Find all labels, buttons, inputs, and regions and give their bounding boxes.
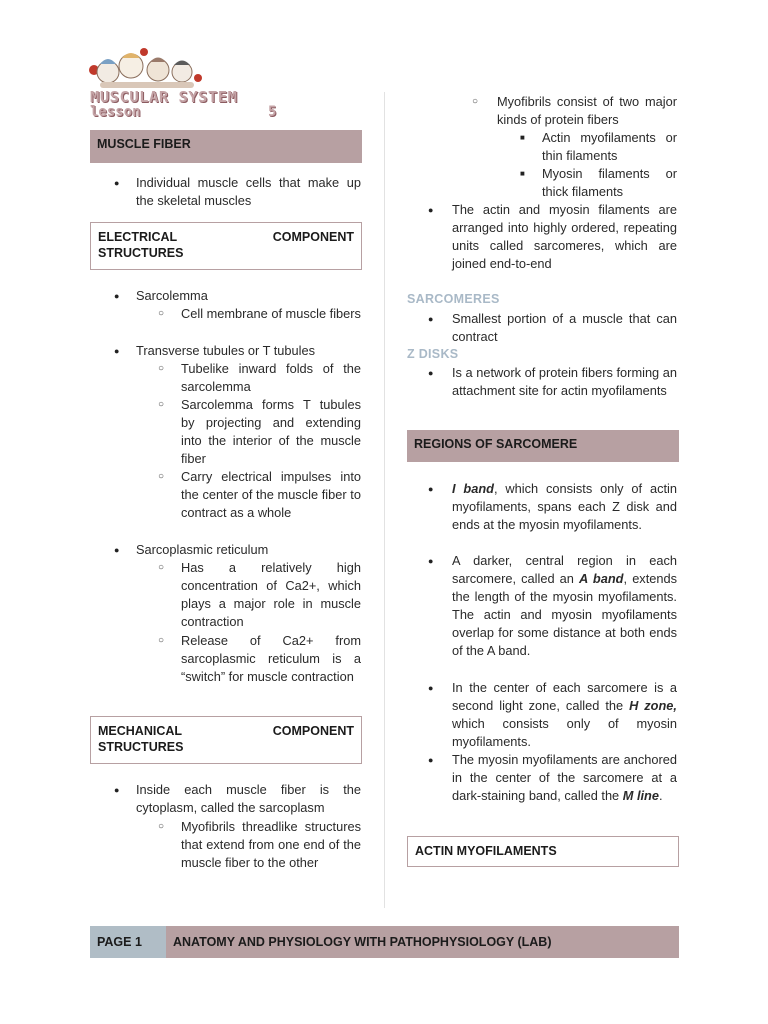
regions-of-sarcomere-heading: [407, 430, 679, 462]
term: H zone,: [629, 698, 677, 714]
muscle-fiber-definition: Individual muscle cells that make up the skeletal muscles: [136, 175, 361, 209]
heading-text: ACTIN MYOFILAMENTS: [415, 844, 557, 858]
bullet-icon: ●: [428, 755, 434, 765]
list-item: Sarcolemma forms T tubules by projecting and extending into the interior of the muscle fiber: [181, 397, 361, 467]
list-item: Myofibrils threadlike structures that extend from one end of the muscle fiber to the other: [181, 819, 361, 871]
m-line-item: [452, 751, 677, 805]
page-number: PAGE 1: [90, 926, 166, 958]
circle-bullet-icon: ○: [158, 363, 165, 374]
circle-bullet-icon: ○: [158, 635, 165, 646]
list-item: Carry electrical impulses into the center of the muscle fiber to contract as a whole: [181, 469, 361, 521]
list-item: Transverse tubules or T tubules: [136, 343, 316, 358]
bullet-icon: ●: [114, 346, 120, 356]
bullet-icon: ●: [428, 484, 434, 494]
list-item: Myosin filaments or thick filaments: [542, 166, 677, 200]
i-band-item: [452, 480, 677, 534]
heading-text: STRUCTURES: [98, 740, 184, 754]
term: M line: [622, 788, 659, 804]
list-item: Has a relatively high concentration of Ca2+, which plays a major role in muscle contraction: [181, 560, 361, 630]
lesson-label: lesson: [90, 104, 141, 120]
z-disks-subheading: Z DISKS: [407, 347, 459, 361]
bullet-icon: ●: [428, 314, 434, 324]
definition: , which consists only of actin myofilaments, spans each Z disk and ends at the myosin myofilaments.: [452, 481, 677, 533]
list-item: Release of Ca2+ from sarcoplasmic reticulum is a “switch” for muscle contraction: [181, 633, 361, 685]
bullet-icon: ●: [428, 205, 434, 215]
bullet-icon: ●: [428, 683, 434, 693]
bullet-icon: ●: [114, 178, 120, 188]
list-item: Smallest portion of a muscle that can contract: [452, 311, 677, 345]
list-item: Is a network of protein fibers forming an attachment site for actin myofilaments: [452, 365, 677, 399]
definition: , extends the length of the myosin myofilaments. The actin and myosin myofilaments overlap for some distance at both ends of the A band.: [452, 571, 678, 659]
a-band-item: [452, 552, 677, 661]
list-item: Cell membrane of muscle fibers: [181, 306, 361, 321]
list-item: Inside each muscle fiber is the cytoplasm, called the sarcoplasm: [136, 782, 361, 816]
list-item: Actin myofilaments or thin filaments: [542, 130, 677, 164]
lesson-title: MUSCULAR SYSTEM: [90, 88, 238, 106]
muscle-fiber-heading: [90, 130, 362, 163]
list-item: Sarcoplasmic reticulum: [136, 542, 269, 557]
heading-text: REGIONS OF SARCOMERE: [414, 437, 578, 451]
circle-bullet-icon: ○: [158, 471, 165, 482]
column-divider: [384, 92, 385, 908]
term: A band: [579, 571, 624, 587]
definition: The myosin myofilaments are anchored in the center of the sarcomere at a dark-staining band, called the: [452, 752, 677, 804]
bullet-icon: ●: [428, 368, 434, 378]
circle-bullet-icon: ○: [158, 821, 165, 832]
course-title: ANATOMY AND PHYSIOLOGY WITH PATHOPHYSIOLOGY (LAB): [166, 926, 679, 958]
heading-text: MECHANICAL: [98, 724, 183, 738]
mechanical-component-heading: [90, 716, 362, 764]
square-bullet-icon: ■: [520, 169, 525, 178]
definition: In the center of each sarcomere is a second light zone, called the: [452, 680, 677, 714]
circle-bullet-icon: ○: [158, 562, 165, 573]
electrical-component-heading: [90, 222, 362, 270]
bullet-icon: ●: [114, 785, 120, 795]
definition: A darker, central region in each sarcomere, called an: [452, 553, 677, 587]
definition: which consists only of myosin myofilaments.: [452, 716, 677, 750]
bullet-icon: ●: [114, 291, 120, 301]
list-item: Myofibrils consist of two major kinds of protein fibers: [497, 94, 677, 128]
circle-bullet-icon: ○: [472, 96, 479, 107]
lesson-number: 5: [268, 104, 277, 120]
heading-text: COMPONENT: [272, 724, 354, 738]
heading-text: COMPONENT: [272, 230, 354, 244]
circle-bullet-icon: ○: [158, 399, 165, 410]
term: I band: [452, 481, 494, 496]
list-item: The actin and myosin filaments are arranged into highly ordered, repeating units called sarcomeres, which are joined end-to-end: [452, 202, 677, 272]
actin-myofilaments-heading: [407, 836, 679, 867]
heading-text: MUSCLE FIBER: [97, 137, 191, 151]
list-item: Tubelike inward folds of the sarcolemma: [181, 361, 361, 395]
heading-text: STRUCTURES: [98, 246, 184, 260]
definition: .: [659, 788, 663, 804]
circle-bullet-icon: ○: [158, 308, 165, 319]
h-zone-item: [452, 679, 677, 751]
sarcomeres-subheading: SARCOMERES: [407, 292, 500, 306]
list-item: Sarcolemma: [136, 288, 208, 303]
lesson-title-block: [90, 88, 290, 124]
bullet-icon: ●: [114, 545, 120, 555]
heading-text: ELECTRICAL: [98, 230, 178, 244]
square-bullet-icon: ■: [520, 133, 525, 142]
cat-characters-illustration: [86, 42, 226, 92]
bullet-icon: ●: [428, 556, 434, 566]
